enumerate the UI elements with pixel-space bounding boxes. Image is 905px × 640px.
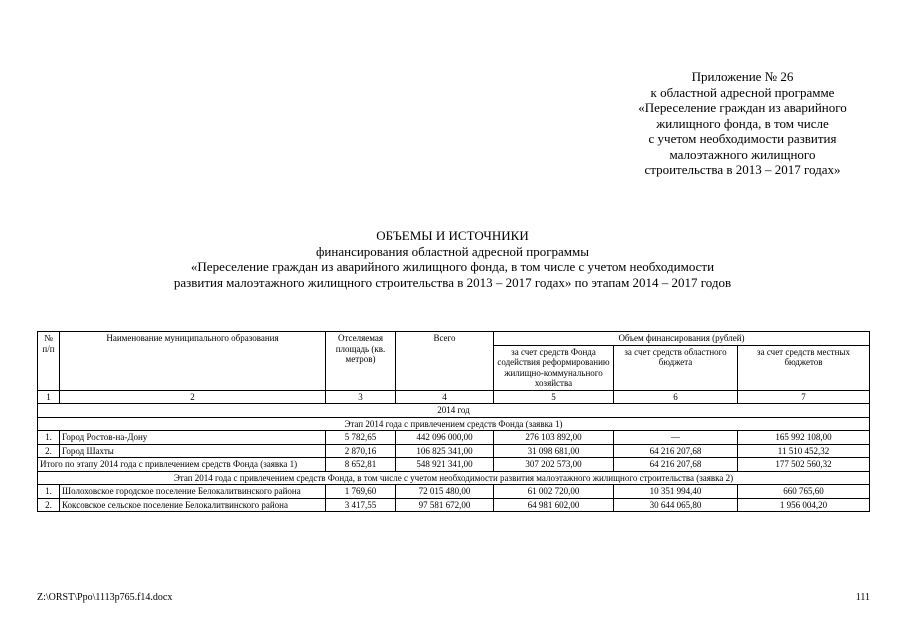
- appendix-line: Приложение № 26: [691, 69, 794, 84]
- header-num: № п/п: [38, 332, 60, 391]
- col-number: 1: [38, 390, 60, 404]
- appendix-line: с учетом необходимости развития: [648, 131, 837, 146]
- table-row: [38, 485, 870, 499]
- row-fund: 276 103 892,00: [494, 431, 614, 445]
- row-num: 2.: [38, 498, 60, 512]
- title-line: развития малоэтажного жилищного строительства в 2013 – 2017 годах» по этапам 2014 – 2017 годов: [173, 274, 732, 290]
- title-line: финансирования областной адресной программы: [316, 243, 589, 259]
- row-fund: 31 098 681,00: [494, 444, 614, 458]
- table-row: [38, 444, 870, 458]
- table-row: [38, 431, 870, 445]
- total-fund: 307 202 573,00: [494, 458, 614, 472]
- header-local: за счет средств местных бюджетов: [738, 345, 870, 390]
- row-total: 97 581 672,00: [396, 498, 494, 512]
- financing-table: [37, 331, 870, 512]
- col-number: 7: [738, 390, 870, 404]
- title-line: ОБЪЕМЫ И ИСТОЧНИКИ: [376, 228, 529, 243]
- row-regional: 30 644 065,80: [614, 498, 738, 512]
- row-area: 5 782,65: [326, 431, 396, 445]
- col-number: 3: [326, 390, 396, 404]
- row-regional: —: [614, 431, 738, 445]
- row-area: 3 417,55: [326, 498, 396, 512]
- row-num: 2.: [38, 444, 60, 458]
- appendix-line: малоэтажного жилищного: [669, 146, 816, 162]
- year-row: [38, 404, 870, 418]
- header-total: Всего: [396, 332, 494, 391]
- row-name: Коксовское сельское поселение Белокалитвинского района: [60, 498, 326, 512]
- row-num: 1.: [38, 485, 60, 499]
- header-area: Отселяемая площадь (кв. метров): [326, 332, 396, 391]
- appendix-line: строительства в 2013 – 2017 годах»: [644, 162, 841, 177]
- header-name: Наименование муниципального образования: [60, 332, 326, 391]
- appendix-line: к областной адресной программе: [650, 84, 835, 100]
- total-area: 8 652,81: [326, 458, 396, 472]
- table-row: [38, 498, 870, 512]
- row-total: 442 096 000,00: [396, 431, 494, 445]
- row-regional: 10 351 994,40: [614, 485, 738, 499]
- row-fund: 64 981 602,00: [494, 498, 614, 512]
- total-label: Итого по этапу 2014 года с привлечением средств Фонда (заявка 1): [38, 458, 326, 472]
- col-number: 2: [60, 390, 326, 404]
- title-line: «Переселение граждан из аварийного жилищного фонда, в том числе с учетом необходимости: [190, 259, 715, 274]
- header-fund: за счет средств Фонда содействия реформированию жилищно-коммунального хозяйства: [494, 345, 614, 390]
- row-name: Шолоховское городское поселение Белокалитвинского района: [60, 485, 326, 499]
- file-path: Z:\ORST\Ppo\1113p765.f14.docx: [37, 592, 173, 603]
- row-local: 660 765,60: [738, 485, 870, 499]
- stage-row: [38, 417, 870, 431]
- appendix-line: жилищного фонда, в том числе: [656, 115, 829, 131]
- header-regional: за счет средств областного бюджета: [614, 345, 738, 390]
- row-name: Город Ростов-на-Дону: [60, 431, 326, 445]
- stage1-title: Этап 2014 года с привлечением средств Фонда (заявка 1): [38, 417, 870, 431]
- header-funding: Объем финансирования (рублей): [494, 332, 870, 346]
- total-regional: 64 216 207,68: [614, 458, 738, 472]
- row-num: 1.: [38, 431, 60, 445]
- row-fund: 61 002 720,00: [494, 485, 614, 499]
- column-number-row: [38, 390, 870, 404]
- stage2-title: Этап 2014 года с привлечением средств Фонда, в том числе с учетом необходимости развития малоэтажного жилищного строительства (заявка 2): [38, 471, 870, 485]
- row-regional: 64 216 207,68: [614, 444, 738, 458]
- col-number: 5: [494, 390, 614, 404]
- col-number: 4: [396, 390, 494, 404]
- appendix-header: [600, 69, 885, 178]
- row-total: 106 825 341,00: [396, 444, 494, 458]
- col-number: 6: [614, 390, 738, 404]
- year-label: 2014 год: [38, 404, 870, 418]
- row-area: 1 769,60: [326, 485, 396, 499]
- stage-row: [38, 471, 870, 485]
- appendix-line: «Переселение граждан из аварийного: [638, 100, 847, 115]
- row-local: 11 510 452,32: [738, 444, 870, 458]
- row-name: Город Шахты: [60, 444, 326, 458]
- document-title: [100, 228, 805, 290]
- row-local: 1 956 004,20: [738, 498, 870, 512]
- total-row: [38, 458, 870, 472]
- header-row: [38, 332, 870, 346]
- row-local: 165 992 108,00: [738, 431, 870, 445]
- row-area: 2 870,16: [326, 444, 396, 458]
- total-local: 177 502 560,32: [738, 458, 870, 472]
- total-total: 548 921 341,00: [396, 458, 494, 472]
- page-number: 111: [855, 592, 870, 603]
- row-total: 72 015 480,00: [396, 485, 494, 499]
